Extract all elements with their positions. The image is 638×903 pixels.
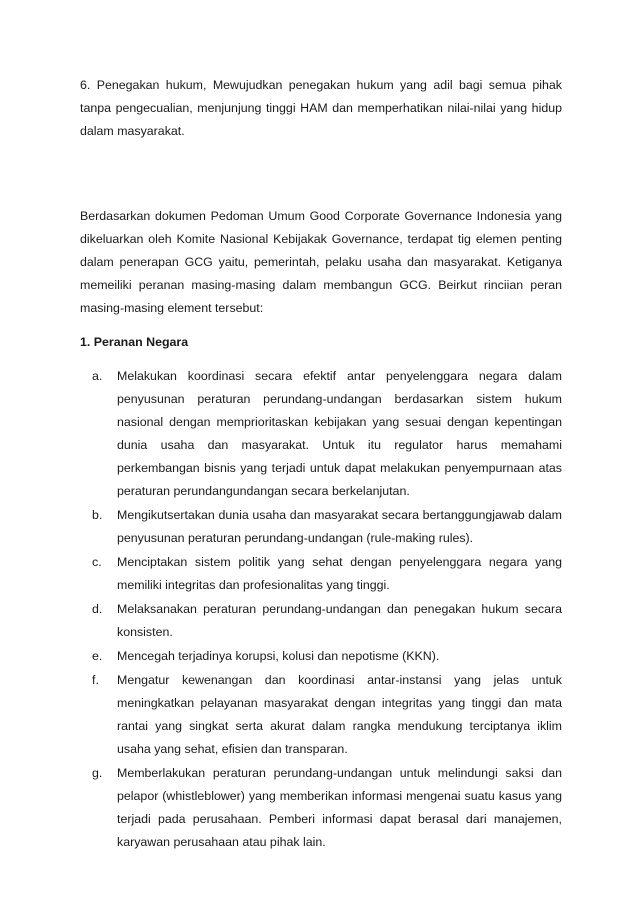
paragraph-gcg-elements: Berdasarkan dokumen Pedoman Umum Good Corporate Governance Indonesia yang dikeluarkan oleh Komite Nasional Kebijakak Governance, terdapat tig elemen penting dalam penerapan GCG yaitu, pemerintah, pelaku usaha dan masyarakat. Ketiganya memeiliki peranan masing-masing dalam membangun GCG. Beirkut rinciian peran masing-masing element tersebut: xyxy=(80,209,562,315)
list-item-text: Memberlakukan peraturan perundang-undangan untuk melindungi saksi dan pelapor (whistleblower) yang memberikan informasi mengenai suatu kasus yang terjadi pada perusahaan. Pemberi informasi dapat berasal dari manajemen, karyawan perusahaan atau pihak lain. xyxy=(117,766,562,849)
list-item xyxy=(80,598,562,644)
list-item-text: Mengikutsertakan dunia usaha dan masyarakat secara bertanggungjawab dalam penyusunan peraturan perundang-undangan (rule-making rules). xyxy=(117,508,562,545)
list-item xyxy=(80,551,562,597)
list-item-text: Melakukan koordinasi secara efektif antar penyelenggara negara dalam penyusunan peraturan perundang-undangan berdasarkan sistem hukum nasional dengan memprioritaskan kebijakan yang sesuai dengan kepentingan dunia usaha dan masyarakat. Untuk itu regulator harus memahami perkembangan bisnis yang terjadi untuk dapat melakukan penyempurnaan atas peraturan perundangundangan secara berkelanjutan. xyxy=(117,369,562,498)
document-body xyxy=(80,74,562,855)
list-item xyxy=(80,762,562,854)
section-heading: 1. Peranan Negara xyxy=(80,335,189,349)
list-item-text: Menciptakan sistem politik yang sehat dengan penyelenggara negara yang memiliki integritas dan profesionalitas yang tinggi. xyxy=(117,555,562,592)
list-item xyxy=(80,504,562,550)
list-item-text: Mengatur kewenangan dan koordinasi antar-instansi yang jelas untuk meningkatkan pelayanan masyarakat dengan integritas yang tinggi dan mata rantai yang singkat serta akurat dalam rangka mendukung terciptanya iklim usaha yang sehat, efisien dan transparan. xyxy=(117,673,562,756)
list-item-text: Mencegah terjadinya korupsi, kolusi dan nepotisme (KKN). xyxy=(117,649,440,663)
list-marker: a. xyxy=(92,369,103,383)
list-item xyxy=(80,645,562,668)
list-item xyxy=(80,669,562,761)
list-marker: e. xyxy=(92,649,103,663)
list-marker: g. xyxy=(92,766,103,780)
list-marker: b. xyxy=(92,508,103,522)
list-marker: c. xyxy=(92,555,102,569)
peranan-negara-list xyxy=(80,365,562,854)
paragraph-penegakan-hukum: 6. Penegakan hukum, Mewujudkan penegakan hukum yang adil bagi semua pihak tanpa pengecualian, menjunjung tinggi HAM dan memperhatikan nilai-nilai yang hidup dalam masyarakat. xyxy=(80,78,562,138)
list-marker: f. xyxy=(92,673,99,687)
list-item-text: Melaksanakan peraturan perundang-undangan dan penegakan hukum secara konsisten. xyxy=(117,602,562,639)
list-item xyxy=(80,365,562,503)
list-marker: d. xyxy=(92,602,103,616)
